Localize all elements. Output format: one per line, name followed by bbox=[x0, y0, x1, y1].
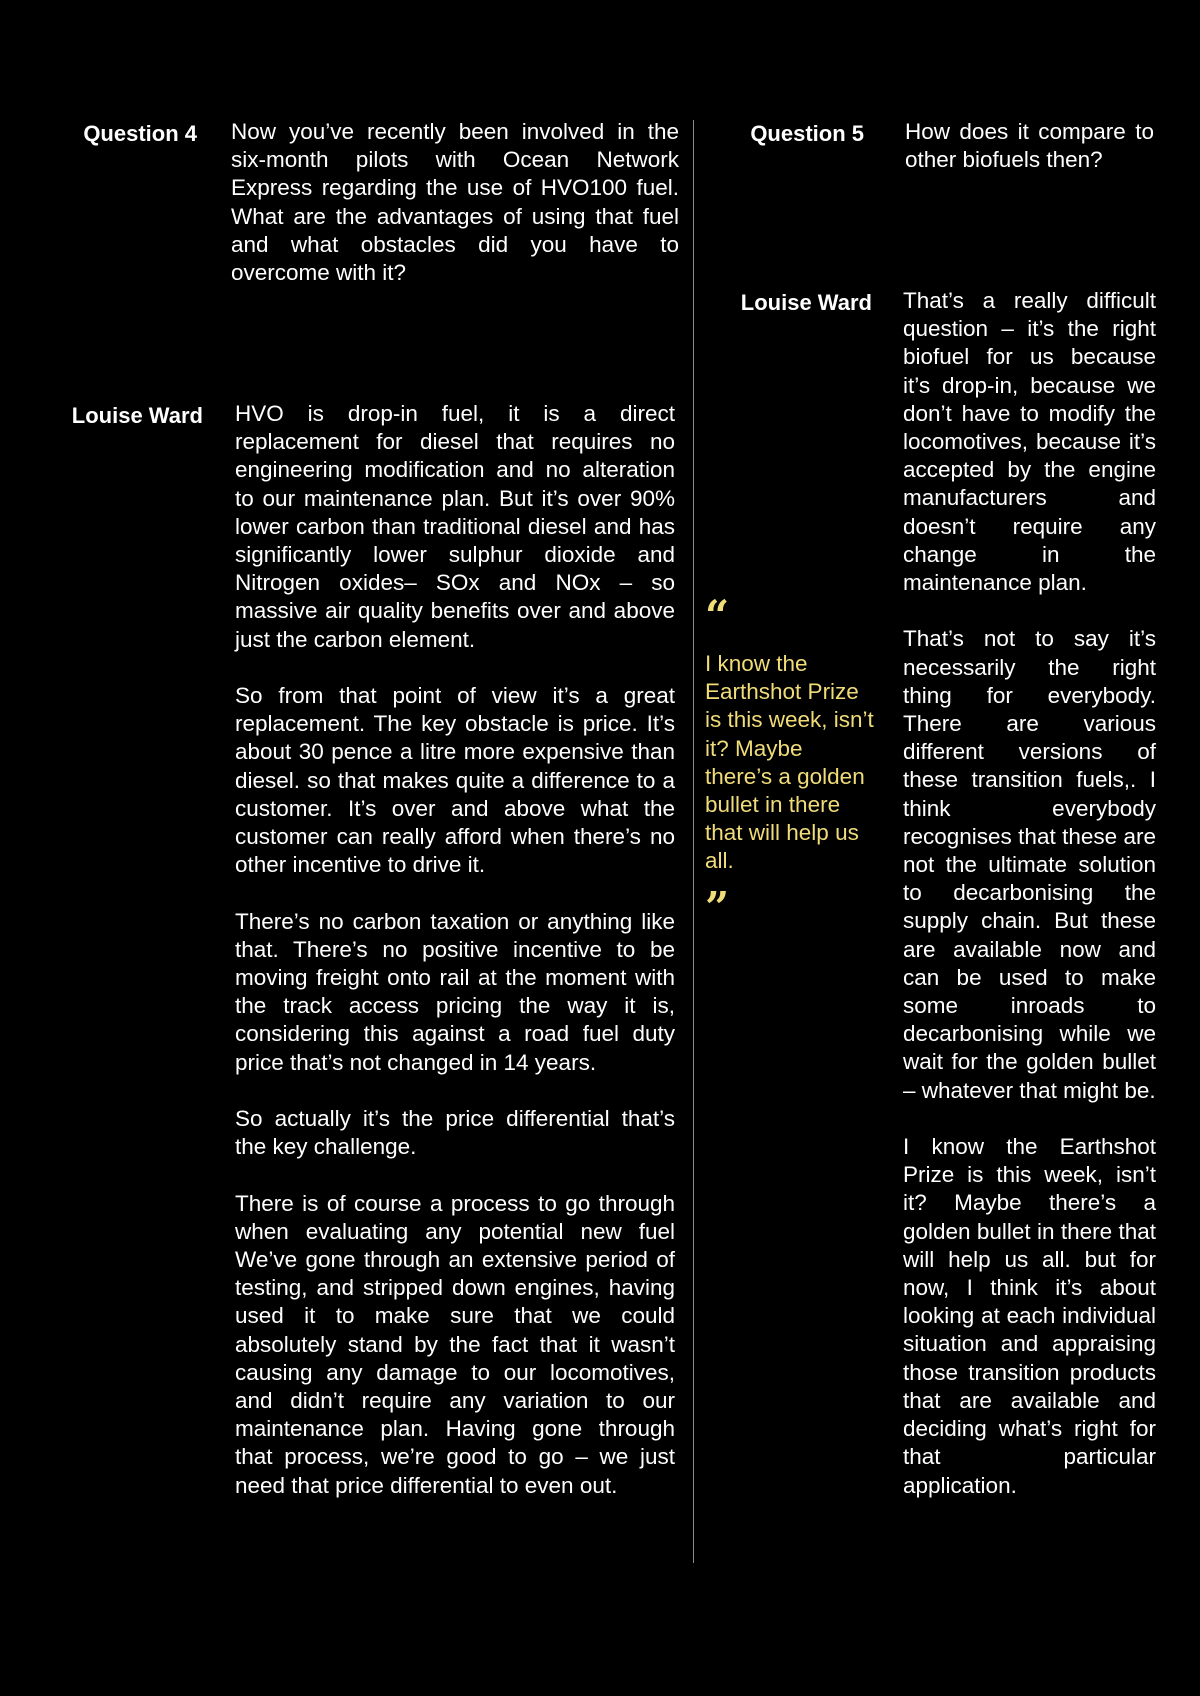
answer-right-paragraph-1: That’s a really difficult question – it’s the right biofuel for us because it’s drop-in, because we don’t have to modify the locomotives, because it’s accepted by the engine manufacturers and doesn’t require any change in the maintenance plan. bbox=[903, 288, 1156, 596]
answer-right-text bbox=[903, 287, 1156, 1500]
question-5-paragraph: How does it compare to other biofuels then? bbox=[905, 119, 1154, 173]
question-4-label: Question 4 bbox=[83, 121, 197, 146]
answer-left-label: Louise Ward bbox=[71, 403, 203, 428]
column-divider bbox=[693, 120, 694, 1563]
answer-left-paragraph-4: So actually it’s the price differential that’s the key challenge. bbox=[235, 1106, 675, 1160]
question-4-paragraph: Now you’ve recently been involved in the six-month pilots with Ocean Network Express regarding the use of HVO100 fuel. What are the advantages of using that fuel and what obstacles did you have to overcome with it? bbox=[231, 119, 679, 286]
answer-right-label: Louise Ward bbox=[740, 290, 872, 315]
question-4-text bbox=[231, 118, 679, 287]
answer-right-paragraph-2: That’s not to say it’s necessarily the right thing for everybody. There are various different versions of these transition fuels,. I think everybody recognises that these are not the ultimate solution to decarbonising the supply chain. But these are available now and can be used to make some inroads to decarbonising while we wait for the golden bullet – whatever that might be. bbox=[903, 626, 1156, 1103]
pull-quote bbox=[705, 591, 875, 932]
pull-quote-text: I know the Earthshot Prize is this week, isn’t it? Maybe there’s a golden bullet in there that will help us all. bbox=[705, 651, 874, 874]
answer-left-paragraph-5: There is of course a process to go through when evaluating any potential new fuel We’ve gone through an extensive period of testing, and stripped down engines, having used it to make sure that we could absolutely stand by the fact that it wasn’t causing any damage to our locomotives, and didn’t require any variation to our maintenance plan. Having gone through that process, we’re good to go – we just need that price differential to even out. bbox=[235, 1190, 675, 1498]
answer-left-paragraph-1: HVO is drop-in fuel, it is a direct replacement for diesel that requires no engineering modification and no alteration to our maintenance plan. But it’s over 90% lower carbon than traditional diesel and has significantly lower sulphur dioxide and Nitrogen oxides– SOx and NOx – so massive air quality benefits over and above just the carbon element. bbox=[235, 401, 675, 652]
open-quote-icon: “ bbox=[705, 591, 730, 640]
close-quote-icon: ” bbox=[705, 882, 730, 932]
answer-left-paragraph-2: So from that point of view it’s a great replacement. The key obstacle is price. It’s about 30 pence a litre more expensive than diesel. so that makes quite a difference to a customer. It’s over and above what the customer can really afford when there’s no other incentive to drive it. bbox=[235, 683, 675, 878]
answer-left-paragraph-3: There’s no carbon taxation or anything like that. There’s no positive incentive to be moving freight onto rail at the moment with the track access pricing the way it is, considering this against a road fuel duty price that’s not changed in 14 years. bbox=[235, 908, 675, 1075]
answer-right-paragraph-3: I know the Earthshot Prize is this week, isn’t it? Maybe there’s a golden bullet in there that will help us all. but for now, I think it’s about looking at each individual situation and appraising those transition products that are available and deciding what’s right for that particular application. bbox=[903, 1134, 1156, 1498]
question-5-label: Question 5 bbox=[750, 121, 864, 146]
answer-left-text bbox=[235, 400, 675, 1500]
question-5-text bbox=[905, 118, 1154, 174]
